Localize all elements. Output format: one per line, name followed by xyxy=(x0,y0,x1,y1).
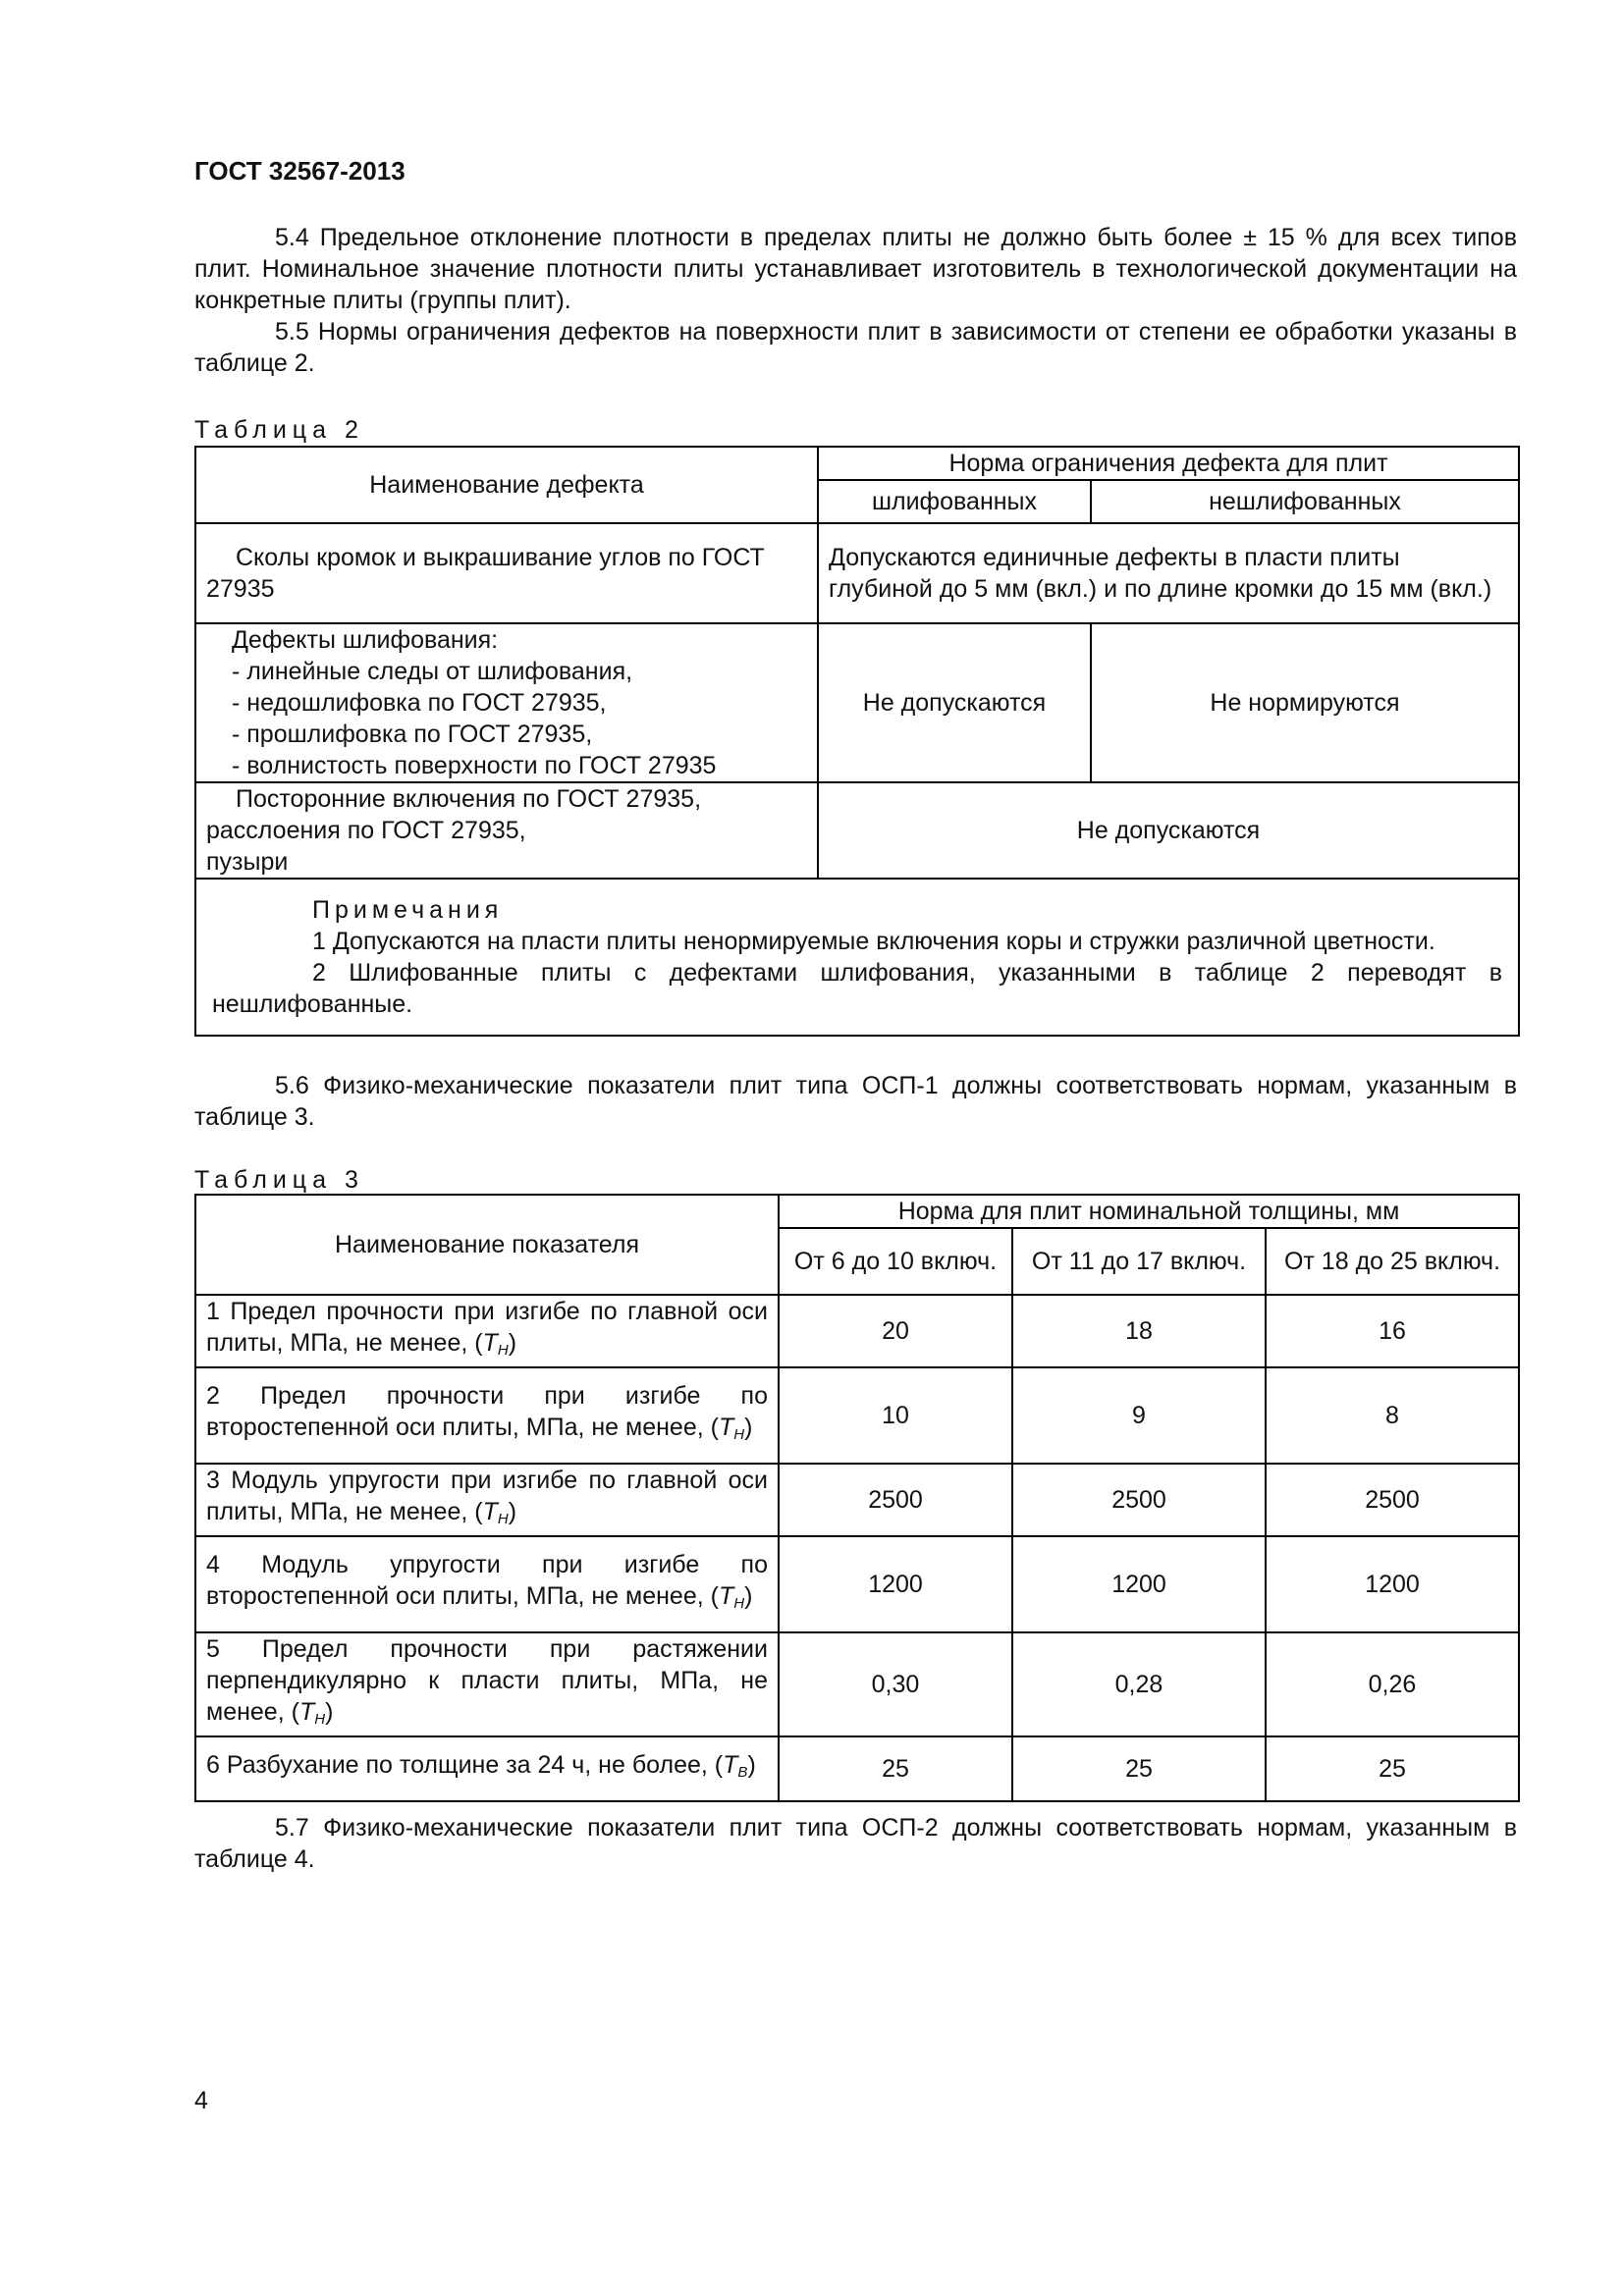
table3-row-value: 25 xyxy=(1266,1736,1519,1801)
table3-row-value: 2500 xyxy=(779,1464,1012,1536)
table2-note-1: 1 Допускаются на пласти плиты ненормируемые включения коры и стружки различной цветности. xyxy=(312,928,1435,955)
table3-row-symbol-sub: Н xyxy=(497,1342,509,1359)
table3-header-col: От 6 до 10 включ. xyxy=(779,1228,1012,1295)
table2-header-sanded: шлифованных xyxy=(818,480,1091,523)
table3-row-value: 18 xyxy=(1012,1295,1266,1367)
table2-header-unsanded: нешлифованных xyxy=(1091,480,1519,523)
table3-row-value: 25 xyxy=(1012,1736,1266,1801)
table2-row2-item: - прошлифовка по ГОСТ 27935, xyxy=(232,721,593,748)
table2-row2-item: - недошлифовка по ГОСТ 27935, xyxy=(232,689,607,717)
table3-row-value: 1200 xyxy=(779,1536,1012,1632)
table3-row-name-text: 4 Модуль упругости при изгибе по второстепенной оси плиты, МПа, не менее, xyxy=(206,1551,768,1610)
table2-notes-title: Примечания xyxy=(312,896,504,924)
table-2 xyxy=(194,446,1520,1037)
paragraph-5-6: 5.6 Физико-механические показатели плит типа ОСП-1 должны соответствовать нормам, указанным в таблице 3. xyxy=(194,1072,1517,1131)
table3-row-value: 2500 xyxy=(1266,1464,1519,1536)
document-code-header: ГОСТ 32567-2013 xyxy=(194,156,406,186)
table2-row3-line: расслоения по ГОСТ 27935, xyxy=(206,817,526,844)
table2-header-group: Норма ограничения дефекта для плит xyxy=(818,447,1519,480)
table3-row-name: 3 Модуль упругости при изгибе по главной оси плиты, МПа, не менее, $(Т_Н)$ xyxy=(195,1464,779,1536)
paragraph-5-7: 5.7 Физико-механические показатели плит типа ОСП-2 должны соответствовать нормам, указанным в таблице 4. xyxy=(194,1814,1517,1873)
table3-row-name: 1 Предел прочности при изгибе по главной оси плиты, МПа, не менее, $(Т_Н)$ xyxy=(195,1295,779,1367)
table2-row2-sanded: Не допускаются xyxy=(818,623,1091,782)
table3-row-name: 6 Разбухание по толщине за 24 ч, не более, $(Т_В)$ xyxy=(195,1736,779,1801)
table3-row-symbol: Т xyxy=(718,1414,734,1441)
table3-row-value: 8 xyxy=(1266,1367,1519,1464)
table3-row-value: 16 xyxy=(1266,1295,1519,1367)
table3-row-name: 2 Предел прочности при изгибе по второстепенной оси плиты, МПа, не менее, $(Т_Н)$ xyxy=(195,1367,779,1464)
table3-row-symbol-sub: Н xyxy=(497,1511,509,1527)
table2-row1-name: Сколы кромок и выкрашивание углов по ГОСТ 27935 xyxy=(195,523,818,623)
table3-row-name-text: 3 Модуль упругости при изгибе по главной оси плиты, МПа, не менее, xyxy=(206,1467,768,1525)
table3-row-value: 25 xyxy=(779,1736,1012,1801)
table2-row3-line: пузыри xyxy=(206,848,289,876)
table3-row-symbol-sub: В xyxy=(737,1764,748,1781)
table3-row-name-text: 6 Разбухание по толщине за 24 ч, не более, xyxy=(206,1751,708,1779)
table2-row2-item: - волнистость поверхности по ГОСТ 27935 xyxy=(232,752,717,779)
table3-row-symbol: Т xyxy=(482,1498,498,1525)
table3-row-value: 20 xyxy=(779,1295,1012,1367)
table3-row-value: 0,28 xyxy=(1012,1632,1266,1736)
table3-row-symbol: Т xyxy=(482,1329,498,1357)
table2-header-name: Наименование дефекта xyxy=(195,447,818,523)
table3-header-col: От 11 до 17 включ. xyxy=(1012,1228,1266,1295)
table2-row3-value: Не допускаются xyxy=(818,782,1519,879)
table2-row3-line: Посторонние включения по ГОСТ 27935, xyxy=(236,785,702,813)
table2-row2-item: - линейные следы от шлифования, xyxy=(232,658,633,685)
table2-row1-value: Допускаются единичные дефекты в пласти плиты глубиной до 5 мм (вкл.) и по длине кромки до 15 мм (вкл.) xyxy=(818,523,1519,623)
table3-row-name: 4 Модуль упругости при изгибе по второстепенной оси плиты, МПа, не менее, $(Т_Н)$ xyxy=(195,1536,779,1632)
table3-row-value: 9 xyxy=(1012,1367,1266,1464)
paragraph-5-4: 5.4 Предельное отклонение плотности в пределах плиты не должно быть более ± 15 % для всех типов плит. Номинальное значение плотности плиты устанавливает изготовитель в технологической документации на конкретные плиты (группы плит). xyxy=(194,224,1517,314)
table3-header-col: От 18 до 25 включ. xyxy=(1266,1228,1519,1295)
table3-row-name-text: 2 Предел прочности при изгибе по второстепенной оси плиты, МПа, не менее, xyxy=(206,1382,768,1441)
table3-row-name-text: 1 Предел прочности при изгибе по главной оси плиты, МПа, не менее, xyxy=(206,1298,768,1357)
table3-row-value: 2500 xyxy=(1012,1464,1266,1536)
table3-row-value: 0,30 xyxy=(779,1632,1012,1736)
table2-row3-name xyxy=(195,782,818,879)
table2-note-2: 2 Шлифованные плиты с дефектами шлифования, указанными в таблице 2 переводят в нешлифованные. xyxy=(212,959,1502,1018)
table3-row-value: 1200 xyxy=(1266,1536,1519,1632)
table3-row-symbol-sub: Н xyxy=(314,1711,326,1728)
table3-caption: Таблица 3 xyxy=(194,1166,364,1194)
table3-row-name-text: 5 Предел прочности при растяжении перпендикулярно к пласти плиты, МПа, не менее, xyxy=(206,1635,768,1726)
table3-row-symbol: Т xyxy=(723,1751,738,1779)
table3-row-name: 5 Предел прочности при растяжении перпендикулярно к пласти плиты, МПа, не менее, $(Т_Н)$ xyxy=(195,1632,779,1736)
table3-row-symbol: Т xyxy=(298,1698,315,1726)
table3-row-symbol: Т xyxy=(718,1582,734,1610)
table3-row-symbol-sub: Н xyxy=(733,1595,745,1612)
table2-row2-name xyxy=(195,623,818,782)
table2-row2-unsanded: Не нормируются xyxy=(1091,623,1519,782)
table3-header-group: Норма для плит номинальной толщины, мм xyxy=(779,1195,1519,1228)
table3-row-symbol-sub: Н xyxy=(733,1426,745,1443)
table2-row2-title: Дефекты шлифования: xyxy=(232,626,499,654)
table2-caption: Таблица 2 xyxy=(194,416,364,444)
table2-notes xyxy=(195,879,1519,1036)
table3-row-value: 0,26 xyxy=(1266,1632,1519,1736)
page-number: 4 xyxy=(194,2087,208,2114)
table3-row-value: 1200 xyxy=(1012,1536,1266,1632)
table3-row-value: 10 xyxy=(779,1367,1012,1464)
paragraph-5-5: 5.5 Нормы ограничения дефектов на поверхности плит в зависимости от степени ее обработки указаны в таблице 2. xyxy=(194,318,1517,377)
table3-header-name: Наименование показателя xyxy=(195,1195,779,1295)
table-3 xyxy=(194,1194,1520,1802)
